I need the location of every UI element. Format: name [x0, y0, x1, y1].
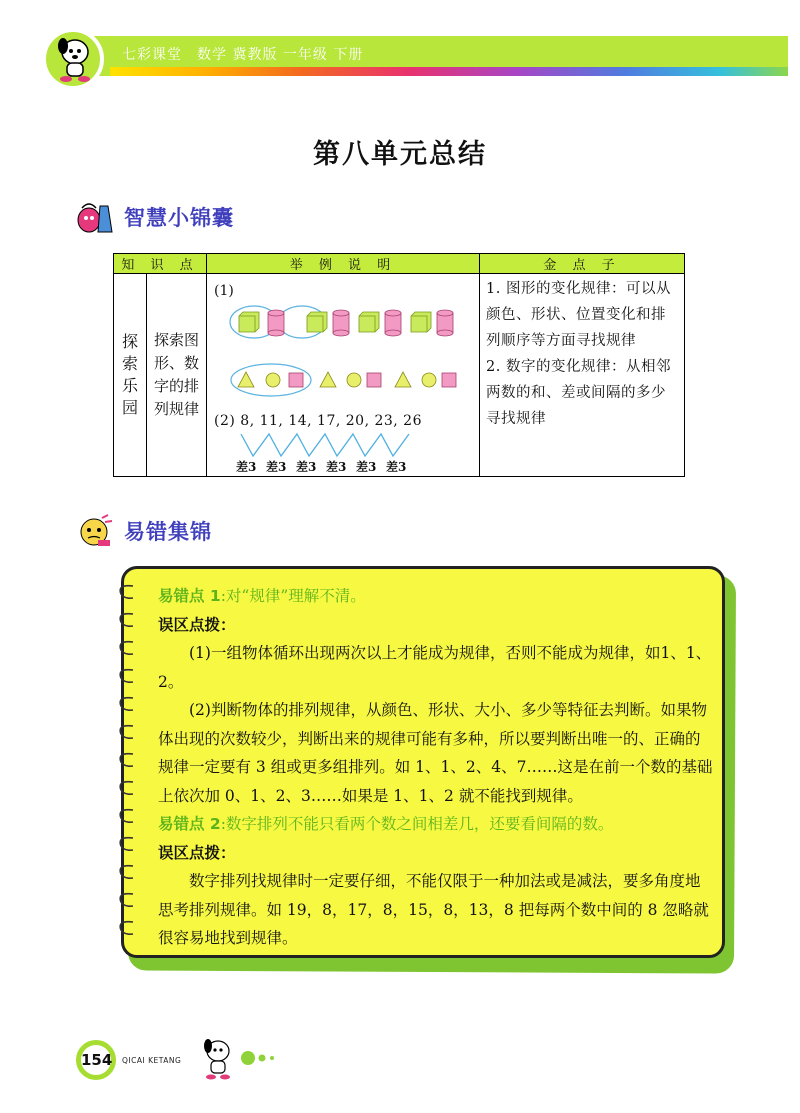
- example-2-label: (2): [214, 413, 236, 429]
- table-cell-tips: [480, 274, 685, 477]
- paragraph-3: 数字排列找规律时一定要仔细，不能仅限于一种加法或是减法，要多角度地思考排列规律。如 19，8，17，8，15，8，13，8 把每两个数中间的 8 忽略就很容易地找到规律。: [158, 872, 709, 947]
- error-point-1: 易错点 1:对“规律”理解不清。: [158, 587, 366, 605]
- pattern-row-triangle-circle-square: [231, 364, 456, 396]
- section-title-errors: 易错集锦: [124, 520, 212, 544]
- section-heading-errors: [76, 514, 212, 548]
- lucky-bag-icon: [76, 200, 114, 234]
- notebook-content: [158, 582, 714, 953]
- table-header-knowledge: 知 识 点: [114, 254, 207, 274]
- footer-dots-icon: [240, 1048, 280, 1068]
- hint-heading-2: 误区点拨：: [158, 843, 236, 862]
- tip-2: 2. 数字的变化规律：从相邻两数的和、差或间隔的多少寻找规律: [486, 359, 671, 427]
- section-heading-wisdom: [76, 200, 234, 234]
- diff-label: 差3: [236, 460, 257, 474]
- tip-1: 1. 图形的变化规律：可以从颜色、形状、位置变化和排列顺序等方面寻找规律: [486, 281, 671, 349]
- difference-labels: [236, 458, 416, 475]
- table-header-tips: 金 点 子: [480, 254, 685, 274]
- pattern-row-cube-cylinder: [230, 306, 453, 338]
- diff-label: 差3: [356, 460, 377, 474]
- footer-dog-icon: [200, 1036, 236, 1084]
- paragraph-2: (2)判断物体的排列规律，从颜色、形状、大小、多少等特征去判断。如果物体出现的次数较少，判断出来的规律可能有多种，所以要判断出唯一的、正确的规律一定要有 3 组或更多组排列。如 1、1、2、4、7……这是在前一个数的基础上依次加 0、1、2、3……如果是 1、1、2 就不能找到规律。: [158, 701, 713, 805]
- diff-label: 差3: [326, 460, 347, 474]
- hint-heading-1: 误区点拨：: [158, 615, 236, 634]
- puzzled-face-icon: [76, 514, 114, 548]
- header-rainbow-stripe: [110, 67, 788, 76]
- table-header-example: 举 例 说 明: [207, 254, 480, 274]
- shape-patterns-figure: [207, 274, 480, 476]
- example-2-row: [214, 413, 422, 429]
- paragraph-1: (1)一组物体循环出现两次以上才能成为规律，否则不能成为规律，如1、1、2。: [158, 644, 712, 691]
- dog-mascot-icon: [52, 34, 98, 84]
- error-point-2: 易错点 2:数字排列不能只看两个数之间相差几，还要看间隔的数。: [158, 815, 614, 833]
- page-number: 154: [76, 1040, 116, 1080]
- section-title-wisdom: 智慧小锦囊: [124, 206, 234, 230]
- table-cell-examples: [207, 274, 480, 477]
- diff-label: 差3: [266, 460, 287, 474]
- table-cell-subtopic: 探索图形、数字的排列规律: [147, 274, 207, 477]
- difference-zigzag: [241, 434, 409, 456]
- spiral-binding-icon: [113, 580, 137, 954]
- knowledge-table: [113, 253, 685, 477]
- page-title: 第八单元总结: [313, 139, 487, 170]
- example-2-numbers: 8, 11, 14, 17, 20, 23, 26: [240, 413, 422, 429]
- example-1-label: (1): [214, 283, 234, 299]
- diff-label: 差3: [386, 460, 407, 474]
- footer-text: QICAI KETANG: [122, 1056, 182, 1065]
- header-text: 七彩课堂 数学 冀教版 一年级 下册: [122, 47, 364, 63]
- table-cell-topic: 探索乐园: [114, 274, 147, 477]
- diff-label: 差3: [296, 460, 317, 474]
